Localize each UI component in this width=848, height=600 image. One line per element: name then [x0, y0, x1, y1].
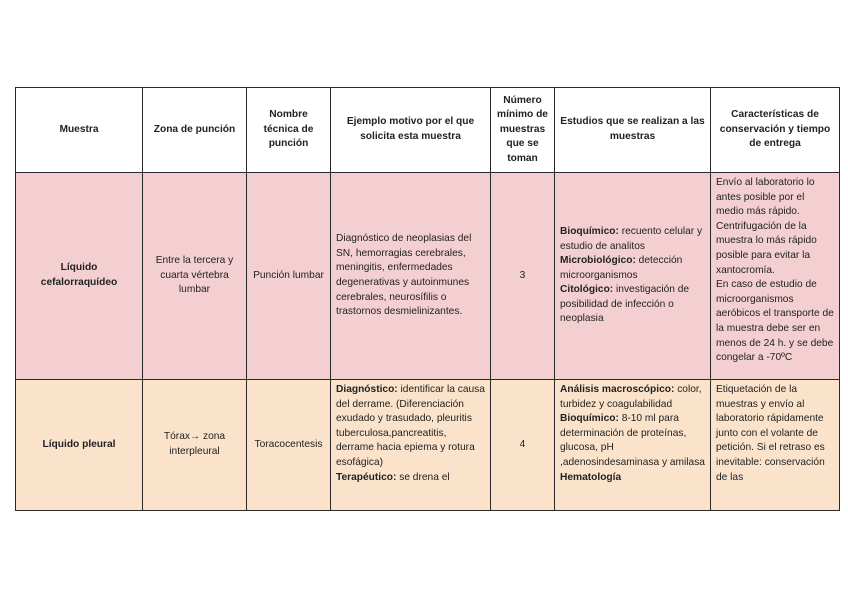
sample-table [15, 87, 840, 511]
estudio-label: Bioquímico: [560, 413, 619, 425]
conservacion-line: En caso de estudio de microorganismos aeróbicos el transporte de la muestra debe ser en menos de 24 h. y se debe congelar a -70ºC [716, 279, 834, 364]
cell-tecnica: Toracocentesis [247, 380, 331, 511]
estudio-text: 8-10 ml para determinación de proteínas, glucosa, pH ,adenosindesaminasa y amilasa [560, 413, 705, 468]
cell-motivo: Diagnóstico de neoplasias del SN, hemorragias cerebrales, meningitis, enfermedades degenerativas y autoinmunes cerebrales, neurosífilis o trastornos desmielinizantes. [331, 173, 491, 380]
header-muestra: Muestra [16, 88, 143, 173]
cell-estudios [555, 380, 711, 511]
conservacion-line: Envío al laboratorio lo antes posible por el medio más rápido. [716, 177, 815, 218]
estudio-text: investigación de posibilidad de infección o neoplasia [560, 284, 690, 325]
table-row [16, 380, 840, 511]
motivo-text: identificar la causa del derrame. (Diferenciación exudado y trasudado, pleuritis tuberculosa,pancreatitis, derrame hacia epiema y rotura esofágica) [336, 384, 485, 468]
cell-muestra: Líquido cefalorraquídeo [16, 173, 143, 380]
cell-conservacion: Etiquetación de la muestras y envío al laboratorio rápidamente junto con el volante de petición. Si el retraso es inevitable: conservación de las [711, 380, 840, 511]
cell-estudios [555, 173, 711, 380]
table-row [16, 173, 840, 380]
cell-motivo [331, 380, 491, 511]
cell-numero: 3 [491, 173, 555, 380]
motivo-label: Diagnóstico: [336, 384, 398, 395]
estudio-label: Bioquímico: [560, 225, 619, 237]
estudio-label: Análisis macroscópico: [560, 384, 675, 395]
header-estudios: Estudios que se realizan a las muestras [555, 88, 711, 173]
estudio-text: color, turbidez y coagulabilidad [560, 384, 702, 410]
estudio-label: Microbiológico: [560, 255, 636, 267]
estudio-text: recuento celular y estudio de analitos [560, 225, 703, 252]
estudio-label: Hematología [560, 471, 622, 483]
cell-tecnica: Punción lumbar [247, 173, 331, 380]
cell-numero: 4 [491, 380, 555, 511]
conservacion-line: Centrifugación de la muestra lo más rápido posible para evitar la xantocromía. [716, 220, 817, 276]
estudio-label: Citológico: [560, 284, 614, 296]
estudio-text: detección microorganismos [560, 255, 683, 281]
header-tecnica: Nombre técnica de punción [247, 88, 331, 173]
cell-zona: Tórax→ zona interpleural [143, 380, 247, 511]
header-numero: Número mínimo de muestras que se toman [491, 88, 555, 173]
cell-zona: Entre la tercera y cuarta vértebra lumbar [143, 173, 247, 380]
motivo-text: se drena el [396, 471, 450, 483]
header-conservacion: Características de conservación y tiempo de entrega [711, 88, 840, 173]
header-zona: Zona de punción [143, 88, 247, 173]
motivo-label: Terapéutico: [336, 471, 397, 483]
cell-muestra: Líquido pleural [16, 380, 143, 511]
cell-conservacion [711, 173, 840, 380]
header-row [16, 88, 840, 173]
header-motivo: Ejemplo motivo por el que solicita esta muestra [331, 88, 491, 173]
